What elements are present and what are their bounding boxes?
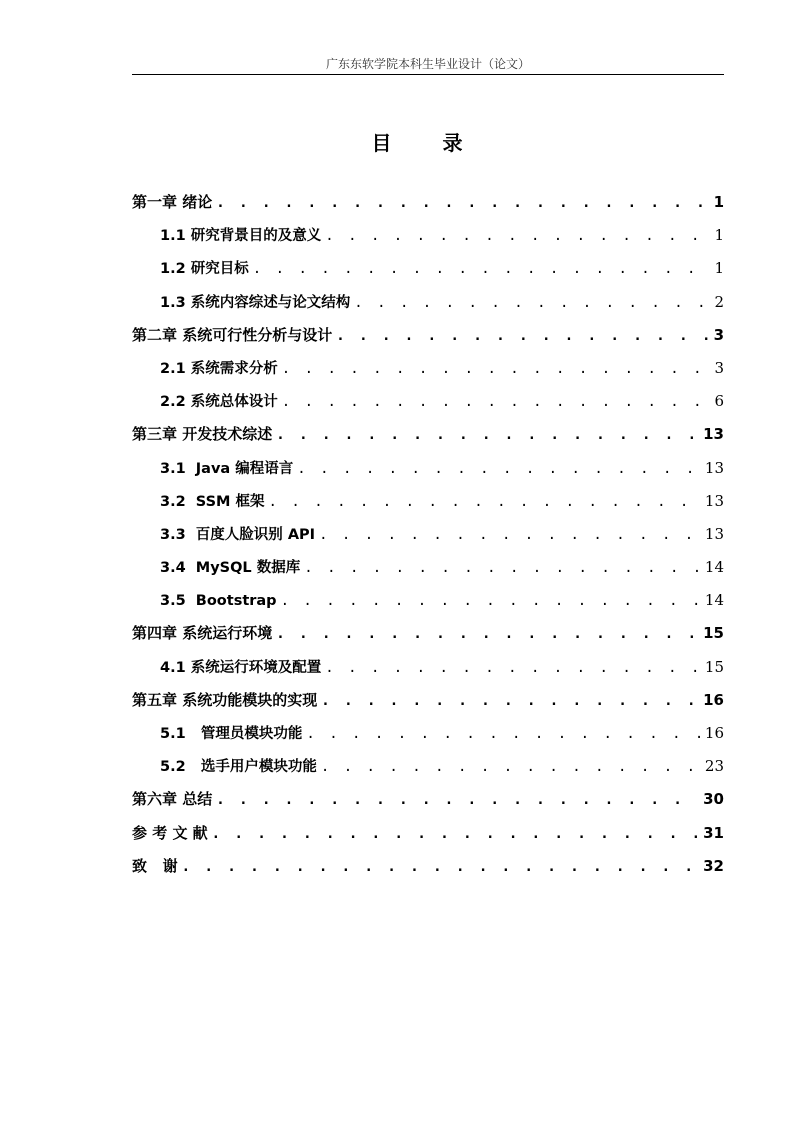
toc-entry-page-number: 13 [704, 458, 724, 477]
toc-leader-dots [325, 652, 701, 685]
toc-leader-dots [276, 419, 699, 452]
toc-leader-dots [354, 287, 710, 320]
toc-entry-page-number: 13 [704, 491, 724, 510]
toc-entry-label: 第三章 开发技术综述 [132, 425, 273, 444]
toc-section-entry[interactable] [132, 286, 724, 319]
toc-leader-dots [297, 453, 701, 486]
toc-leader-dots [321, 685, 699, 718]
toc-entry-label: 致 谢 [132, 856, 178, 875]
toc-entry-label: 2.1 系统需求分析 [160, 360, 278, 377]
toc-leader-dots [306, 718, 701, 751]
toc-entry-page-number: 16 [704, 724, 724, 742]
toc-section-entry[interactable] [132, 485, 724, 518]
toc-entry-page-number: 14 [704, 558, 724, 577]
toc-entry-page-number: 30 [703, 790, 724, 809]
toc-entry-label: 5.1 管理员模块功能 [160, 726, 303, 742]
toc-entry-page-number: 31 [703, 823, 724, 842]
toc-chapter-entry[interactable] [132, 684, 724, 717]
toc-entry-label: 5.2 选手用户模块功能 [160, 759, 317, 776]
toc-leader-dots [319, 519, 701, 552]
toc-leader-dots [216, 187, 709, 220]
toc-entry-label: 第六章 总结 [132, 790, 213, 809]
toc-entry-page-number: 2 [714, 292, 724, 311]
toc-leader-dots [269, 486, 701, 519]
toc-section-entry[interactable] [132, 252, 724, 285]
toc-entry-page-number: 6 [714, 392, 724, 411]
toc-entry-label: 4.1 系统运行环境及配置 [160, 659, 322, 676]
toc-entry-page-number: 13 [703, 425, 724, 444]
toc-leader-dots [216, 784, 699, 817]
header-rule [132, 74, 724, 75]
toc-section-entry[interactable] [132, 584, 724, 617]
toc-leader-dots [253, 253, 711, 286]
toc-entry-label: 1.1 研究背景目的及意义 [160, 228, 322, 245]
toc-leader-dots [281, 585, 701, 618]
toc-entry-label: 3.4 MySQL 数据库 [160, 560, 301, 577]
toc-entry-label: 3.2 SSM 框架 [160, 493, 265, 510]
toc-entry-page-number: 1 [713, 193, 724, 211]
toc-section-entry[interactable] [132, 651, 724, 684]
table-of-contents [132, 186, 724, 883]
toc-leader-dots [282, 386, 711, 419]
toc-section-entry[interactable] [132, 385, 724, 418]
toc-section-entry[interactable] [132, 518, 724, 551]
toc-section-entry[interactable] [132, 717, 724, 750]
toc-chapter-entry[interactable] [132, 850, 724, 883]
toc-section-entry[interactable] [132, 352, 724, 385]
toc-entry-label: 第一章 绪论 [132, 193, 213, 211]
toc-entry-label: 2.2 系统总体设计 [160, 394, 278, 411]
toc-chapter-entry[interactable] [132, 817, 724, 850]
toc-entry-page-number: 13 [704, 524, 724, 543]
toc-entry-page-number: 15 [704, 657, 724, 676]
toc-entry-page-number: 3 [713, 325, 724, 344]
toc-entry-label: 3.1 Java 编程语言 [160, 460, 294, 477]
toc-leader-dots [276, 618, 699, 651]
toc-leader-dots [212, 818, 699, 851]
toc-entry-page-number: 16 [703, 690, 724, 709]
toc-title: 目 录 [371, 131, 485, 155]
toc-entry-label: 第四章 系统运行环境 [132, 624, 273, 643]
toc-entry-label: 3.3 百度人脸识别 API [160, 526, 316, 543]
toc-entry-label: 第二章 系统可行性分析与设计 [132, 325, 333, 344]
running-header: 广东东软学院本科生毕业设计（论文） [325, 57, 530, 71]
toc-entry-label: 1.2 研究目标 [160, 261, 249, 278]
toc-entry-page-number: 32 [703, 856, 724, 875]
toc-entry-page-number: 1 [714, 259, 724, 278]
toc-chapter-entry[interactable] [132, 617, 724, 650]
toc-leader-dots [182, 851, 699, 884]
toc-leader-dots [304, 552, 701, 585]
toc-entry-label: 3.5 Bootstrap [160, 593, 277, 610]
toc-entry-label: 第五章 系统功能模块的实现 [132, 690, 318, 709]
toc-leader-dots [336, 320, 709, 353]
toc-section-entry[interactable] [132, 452, 724, 485]
toc-entry-label: 1.3 系统内容综述与论文结构 [160, 294, 351, 311]
toc-chapter-entry[interactable] [132, 319, 724, 352]
toc-entry-page-number: 1 [714, 226, 724, 245]
toc-leader-dots [321, 751, 701, 784]
toc-section-entry[interactable] [132, 750, 724, 783]
toc-section-entry[interactable] [132, 219, 724, 252]
toc-chapter-entry[interactable] [132, 186, 724, 219]
toc-leader-dots [325, 220, 710, 253]
toc-entry-page-number: 3 [714, 358, 724, 377]
toc-leader-dots [282, 353, 711, 386]
toc-entry-page-number: 14 [704, 591, 724, 610]
toc-section-entry[interactable] [132, 551, 724, 584]
toc-entry-page-number: 15 [703, 624, 724, 643]
toc-chapter-entry[interactable] [132, 418, 724, 451]
toc-entry-label: 参 考 文 献 [132, 823, 208, 842]
toc-chapter-entry[interactable] [132, 783, 724, 816]
toc-entry-page-number: 23 [704, 757, 724, 776]
